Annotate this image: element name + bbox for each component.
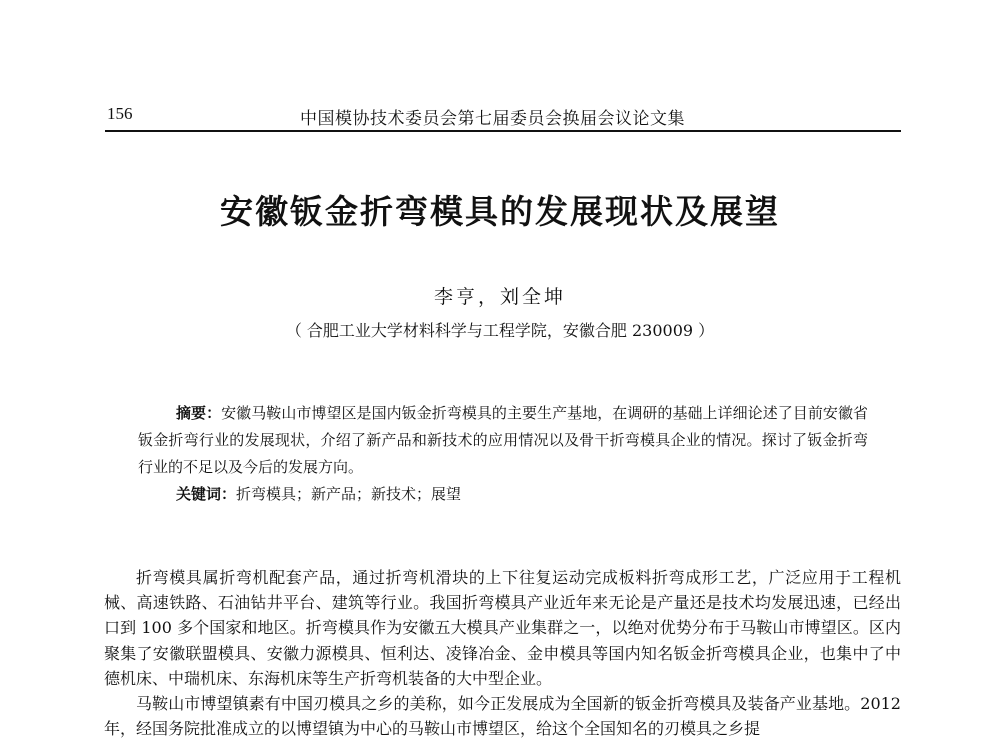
keywords-text: 折弯模具；新产品；新技术；展望: [236, 485, 462, 503]
body-paragraph: 折弯模具属折弯机配套产品，通过折弯机滑块的上下往复运动完成板料折弯成形工艺，广泛应用于工程机械、高速铁路、石油钻井平台、建筑等行业。我国折弯模具产业近年来无论是产量还是技术均发展迅速，已经出口到 100 多个国家和地区。折弯模具作为安徽五大模具产业集群之一，以绝对优势分布于马鞍山市博望区。区内聚集了安徽联盟模具、安徽力源模具、恒利达、凌锋冶金、金申模具等国内知名钣金折弯模具企业，也集中了中德机床、中瑞机床、东海机床等生产折弯机装备的大中型企业。: [104, 568, 901, 688]
article-affiliation: （ 合肥工业大学材料科学与工程学院，安徽合肥 230009 ）: [285, 321, 715, 340]
article-title: 安徽钣金折弯模具的发展现状及展望: [220, 192, 780, 231]
page-number: 156: [107, 104, 133, 123]
body-paragraph: 马鞍山市博望镇素有中国刃模具之乡的美称，如今正发展成为全国新的钣金折弯模具及装备产业基地。2012 年，经国务院批准成立的以博望镇为中心的马鞍山市博望区，给这个全国知名的刃模具之乡提: [104, 694, 901, 739]
keywords-line: [138, 481, 868, 508]
abstract-text: 安徽马鞍山市博望区是国内钣金折弯模具的主要生产基地，在调研的基础上详细论述了目前安徽省钣金折弯行业的发展现状，介绍了新产品和新技术的应用情况以及骨干折弯模具企业的情况。探讨了钣金折弯行业的不足以及今后的发展方向。: [138, 404, 868, 476]
header-rule: [105, 130, 901, 132]
article-authors: 李亨，刘全坤: [433, 286, 566, 308]
abstract-label: 摘要：: [176, 404, 222, 422]
abstract-block: [138, 400, 868, 508]
keywords-label: 关键词：: [176, 485, 237, 503]
running-header: 中国模协技术委员会第七届委员会换届会议论文集: [300, 109, 685, 129]
body-text: [104, 565, 901, 741]
abstract-paragraph: [138, 400, 868, 481]
